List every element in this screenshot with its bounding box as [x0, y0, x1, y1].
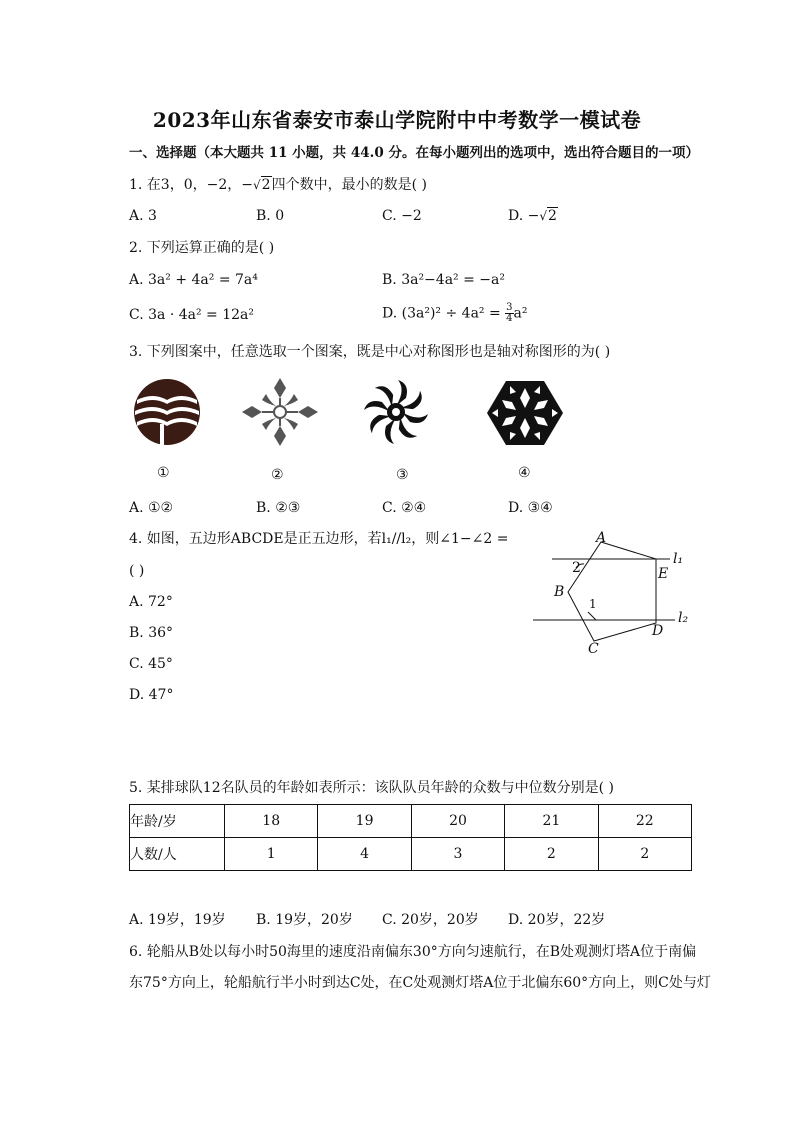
q3-option-a[interactable]: A. ①② — [129, 500, 174, 516]
question-2-stem: 2. 下列运算正确的是( ) — [129, 240, 275, 256]
vertex-a-label: A — [596, 530, 607, 546]
q4-option-d[interactable]: D. 47° — [129, 687, 174, 703]
table-cell: 20 — [411, 805, 504, 838]
pattern-label-2: ② — [271, 467, 284, 483]
table-cell: 21 — [505, 805, 598, 838]
q1-option-c[interactable]: C. −2 — [382, 208, 422, 224]
vertex-b-label: B — [554, 584, 565, 600]
table-cell: 19 — [318, 805, 411, 838]
q5-option-a[interactable]: A. 19岁，19岁 — [129, 912, 226, 928]
line-l1-label: l₁ — [673, 551, 684, 567]
q3-option-d[interactable]: D. ③④ — [508, 500, 553, 516]
q5-option-b[interactable]: B. 19岁，20岁 — [256, 912, 353, 928]
q4-option-c[interactable]: C. 45° — [129, 656, 173, 672]
pattern-3-figure — [360, 378, 432, 446]
q2-option-d[interactable]: D. (3a²)² ÷ 4a² = $\frac{3}{4}$ a² — [382, 302, 528, 324]
table-cell: 人数/人 — [130, 838, 225, 871]
table-cell: 1 — [225, 838, 318, 871]
pattern-1-figure — [133, 378, 201, 446]
pattern-label-1: ① — [157, 465, 170, 481]
q4-option-b[interactable]: B. 36° — [129, 625, 174, 641]
table-cell: 2 — [505, 838, 598, 871]
q5-option-c[interactable]: C. 20岁，20岁 — [382, 912, 479, 928]
question-4-stem: 4. 如图，五边形ABCDE是正五边形，若l₁//l₂，则∠1−∠2 = — [129, 531, 509, 547]
q3-option-c[interactable]: C. ②④ — [382, 500, 427, 516]
q1-option-d[interactable]: D. −√2 — [508, 208, 557, 224]
pattern-label-4: ④ — [518, 465, 531, 481]
table-cell: 4 — [318, 838, 411, 871]
table-row — [130, 805, 692, 838]
q3-option-b[interactable]: B. ②③ — [256, 500, 301, 516]
angle-2-label: 2 — [572, 560, 581, 576]
angle-1-label: 1 — [589, 597, 597, 611]
question-3-stem: 3. 下列图案中，任意选取一个图案，既是中心对称图形也是轴对称图形的为( ) — [129, 344, 611, 360]
section-heading: 一、选择题（本大题共 11 小题，共 44.0 分。在每小题列出的选项中，选出符合题目的一项） — [129, 145, 699, 161]
q1-option-a[interactable]: A. 3 — [129, 208, 157, 224]
vertex-d-label: D — [652, 623, 664, 639]
age-table — [129, 804, 692, 871]
q5-option-d[interactable]: D. 20岁，22岁 — [508, 912, 606, 928]
table-cell: 年龄/岁 — [130, 805, 225, 838]
vertex-e-label: E — [658, 566, 669, 582]
table-cell: 2 — [598, 838, 691, 871]
question-4-stem-cont: ( ) — [129, 563, 145, 579]
table-row — [130, 838, 692, 871]
question-5-stem: 5. 某排球队12名队员的年龄如表所示：该队队员年龄的众数与中位数分别是( ) — [129, 780, 614, 796]
question-6-line-1: 6. 轮船从B处以每小时50海里的速度沿南偏东30°方向匀速航行，在B处观测灯塔A位于南偏 — [129, 944, 697, 960]
pattern-2-figure — [240, 376, 320, 448]
table-cell: 18 — [225, 805, 318, 838]
pentagon-abcde — [568, 542, 656, 641]
page-title: 2023年山东省泰安市泰山学院附中中考数学一模试卷 — [152, 108, 642, 132]
vertex-c-label: C — [588, 641, 599, 657]
line-l2-label: l₂ — [678, 610, 689, 626]
pattern-label-3: ③ — [396, 467, 409, 483]
table-cell: 22 — [598, 805, 691, 838]
q2-option-c[interactable]: C. 3a · 4a² = 12a² — [129, 307, 254, 323]
q2-option-a[interactable]: A. 3a² + 4a² = 7a⁴ — [129, 272, 258, 288]
question-1-stem: 1. 在3，0，−2，−√2四个数中，最小的数是( ) — [129, 177, 427, 193]
question-6-line-2: 东75°方向上，轮船航行半小时到达C处，在C处观测灯塔A位于北偏东60°方向上，则C处与灯 — [129, 975, 711, 991]
q4-option-a[interactable]: A. 72° — [129, 594, 173, 610]
table-cell: 3 — [411, 838, 504, 871]
q1-option-b[interactable]: B. 0 — [256, 208, 285, 224]
pattern-4-figure — [486, 380, 564, 446]
q2-option-b[interactable]: B. 3a²−4a² = −a² — [382, 272, 505, 288]
